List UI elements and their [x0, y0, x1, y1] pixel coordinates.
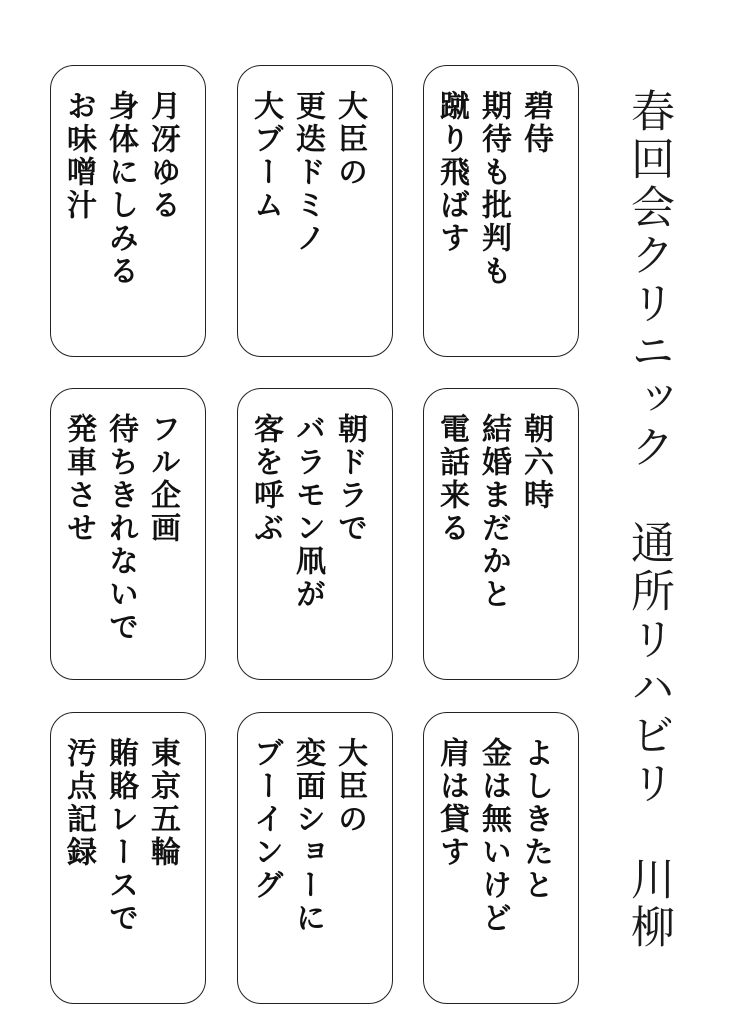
senryu-line-1: 東京五輪	[145, 737, 180, 869]
senryu-card-2	[237, 65, 393, 357]
senryu-line-3: お味噌汁	[61, 90, 96, 222]
senryu-line-3: 汚点記録	[61, 737, 96, 869]
senryu-line-3: 発車させ	[61, 413, 96, 545]
senryu-line-1: 月冴ゆる	[145, 90, 180, 222]
senryu-line-3: 大ブーム	[248, 90, 283, 222]
senryu-line-3: 蹴り飛ばす	[434, 90, 469, 255]
senryu-line-2: 待ちきれないで	[103, 413, 138, 644]
senryu-card-4	[423, 388, 579, 680]
senryu-line-2: 期待も批判も	[476, 90, 511, 288]
senryu-text	[244, 413, 370, 611]
senryu-line-1: フル企画	[145, 413, 180, 545]
page-title: 春回会クリニック 通所リハビリ 川柳	[623, 88, 674, 952]
senryu-card-9	[50, 712, 206, 1004]
senryu-text	[430, 737, 556, 935]
senryu-line-1: 朝ドラで	[332, 413, 367, 545]
senryu-line-3: 肩は貸す	[434, 737, 469, 869]
senryu-line-2: バラモン凧が	[290, 413, 325, 611]
senryu-text	[430, 90, 556, 288]
senryu-text	[244, 90, 370, 255]
senryu-text	[57, 413, 183, 644]
senryu-card-5	[237, 388, 393, 680]
senryu-line-1: 大臣の	[332, 90, 367, 189]
senryu-line-3: 電話来る	[434, 413, 469, 545]
senryu-line-1: 碧侍	[518, 90, 553, 156]
senryu-line-2: 更迭ドミノ	[290, 90, 325, 255]
senryu-line-1: 大臣の	[332, 737, 367, 836]
senryu-text	[57, 90, 183, 288]
senryu-line-3: 客を呼ぶ	[248, 413, 283, 545]
senryu-card-6	[50, 388, 206, 680]
senryu-line-2: 身体にしみる	[103, 90, 138, 288]
senryu-card-1	[423, 65, 579, 357]
senryu-card-3	[50, 65, 206, 357]
senryu-line-1: 朝六時	[518, 413, 553, 512]
senryu-line-1: よしきたと	[518, 737, 553, 902]
senryu-line-3: ブーイング	[248, 737, 283, 902]
senryu-text	[430, 413, 556, 611]
senryu-line-2: 金は無いけど	[476, 737, 511, 935]
senryu-text	[57, 737, 183, 935]
senryu-card-8	[237, 712, 393, 1004]
senryu-line-2: 変面ショーに	[290, 737, 325, 935]
senryu-line-2: 結婚まだかと	[476, 413, 511, 611]
senryu-line-2: 賄賂レースで	[103, 737, 138, 935]
senryu-card-7	[423, 712, 579, 1004]
senryu-text	[244, 737, 370, 935]
